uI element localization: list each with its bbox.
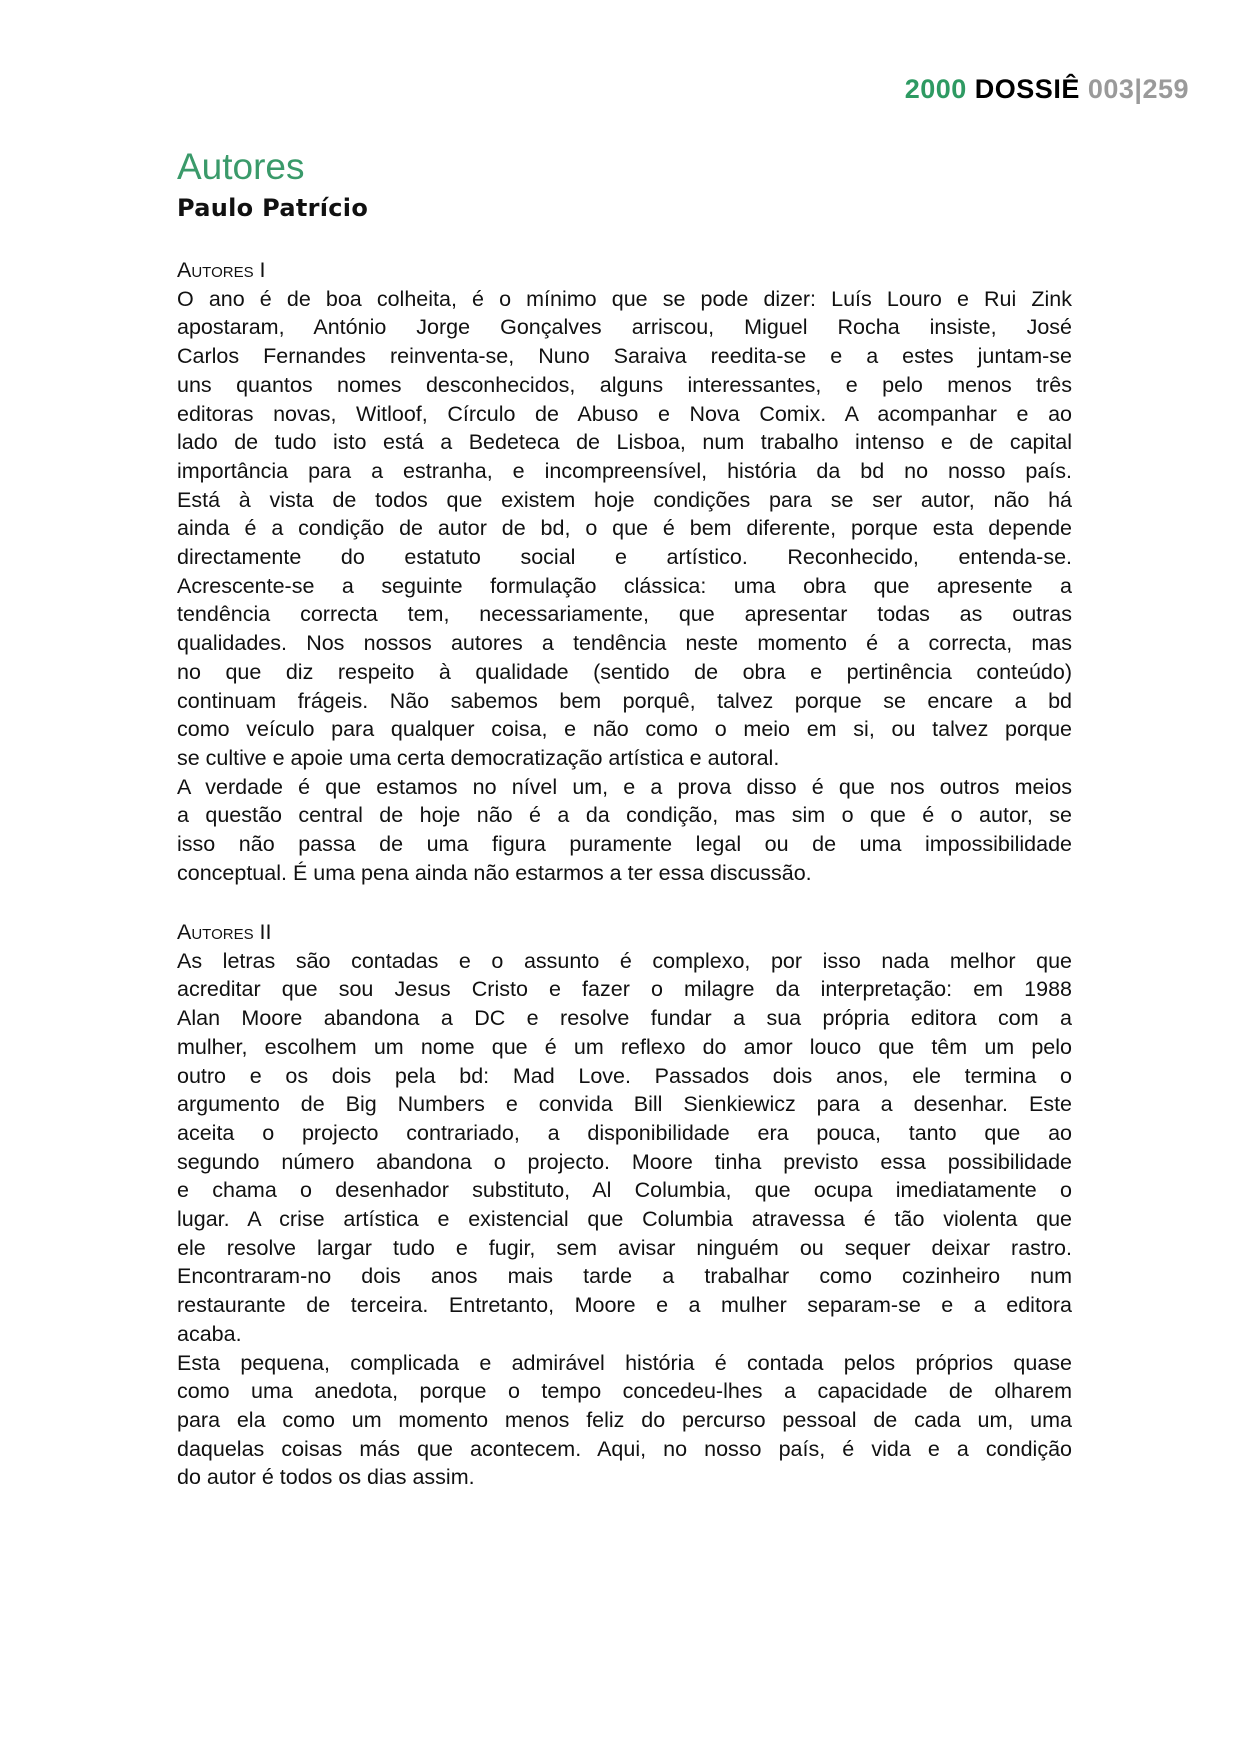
text-line: mulher, escolhem um nome que é um reflexo do amor louco que têm um pelo <box>177 1034 1072 1059</box>
text-line: Acrescente-se a seguinte formulação clássica: uma obra que apresente a <box>177 573 1072 598</box>
section-heading: Autores II <box>177 920 272 944</box>
text-line: argumento de Big Numbers e convida Bill Sienkiewicz para a desenhar. Este <box>177 1092 1072 1117</box>
text-line: Esta pequena, complicada e admirável história é contada pelos próprios quase <box>177 1350 1072 1375</box>
text-line: Está à vista de todos que existem hoje condições para se ser autor, não há <box>177 487 1072 512</box>
text-line: editoras novas, Witloof, Círculo de Abuso e Nova Comix. A acompanhar e ao <box>177 401 1072 426</box>
text-line: A verdade é que estamos no nível um, e a prova disso é que nos outros meios <box>177 774 1072 799</box>
paragraph <box>177 773 1072 888</box>
text-line: importância para a estranha, e incompreensível, história da bd no nosso país. <box>177 458 1072 483</box>
text-line: no que diz respeito à qualidade (sentido de obra e pertinência conteúdo) <box>177 659 1072 684</box>
text-line: apostaram, António Jorge Gonçalves arriscou, Miguel Rocha insiste, José <box>177 315 1072 340</box>
text-line: aceita o projecto contrariado, a disponibilidade era pouca, tanto que ao <box>177 1120 1072 1145</box>
text-line: do autor é todos os dias assim. <box>177 1465 475 1490</box>
text-line: para ela como um momento menos feliz do percurso pessoal de cada um, uma <box>177 1407 1072 1432</box>
text-line: uns quantos nomes desconhecidos, alguns interessantes, e pelo menos três <box>177 372 1072 397</box>
text-line: tendência correcta tem, necessariamente, que apresentar todas as outras <box>177 602 1072 627</box>
paragraph <box>177 1349 1072 1493</box>
article-author: Paulo Patrício <box>177 194 369 222</box>
text-line: ele resolve largar tudo e fugir, sem avisar ninguém ou sequer deixar rastro. <box>177 1235 1072 1260</box>
text-line: acreditar que sou Jesus Cristo e fazer o milagre da interpretação: em 1988 <box>177 977 1072 1002</box>
section-heading: Autores I <box>177 258 266 282</box>
running-header <box>905 74 1189 105</box>
section-autores-ii <box>177 918 1072 1492</box>
text-line: segundo número abandona o projecto. Moore tinha previsto essa possibilidade <box>177 1149 1072 1174</box>
text-line: Carlos Fernandes reinventa-se, Nuno Saraiva reedita-se e a estes juntam-se <box>177 344 1072 369</box>
text-line: qualidades. Nos nossos autores a tendência neste momento é a correcta, mas <box>177 631 1072 656</box>
text-line: O ano é de boa colheita, é o mínimo que se pode dizer: Luís Louro e Rui Zink <box>177 286 1072 311</box>
text-line: directamente do estatuto social e artístico. Reconhecido, entenda-se. <box>177 545 1072 570</box>
paragraph <box>177 947 1072 1349</box>
text-line: como uma anedota, porque o tempo concedeu-lhes a capacidade de olharem <box>177 1379 1072 1404</box>
paragraph <box>177 285 1072 773</box>
text-line: outro e os dois pela bd: Mad Love. Passados dois anos, ele termina o <box>177 1063 1072 1088</box>
text-line: como veículo para qualquer coisa, e não como o meio em si, ou talvez porque <box>177 717 1072 742</box>
text-line: As letras são contadas e o assunto é complexo, por isso nada melhor que <box>177 948 1072 973</box>
text-line: e chama o desenhador substituto, Al Columbia, que ocupa imediatamente o <box>177 1178 1072 1203</box>
header-page-number: 003|259 <box>1087 74 1189 104</box>
header-title: DOSSIÊ <box>974 74 1080 104</box>
article-title: Autores <box>177 146 305 187</box>
text-line: lado de tudo isto está a Bedeteca de Lisboa, num trabalho intenso e de capital <box>177 430 1072 455</box>
text-line: Encontraram-no dois anos mais tarde a trabalhar como cozinheiro num <box>177 1264 1072 1289</box>
text-line: isso não passa de uma figura puramente legal ou de uma impossibilidade <box>177 832 1072 857</box>
section-autores-i <box>177 256 1072 887</box>
text-line: Alan Moore abandona a DC e resolve fundar a sua própria editora com a <box>177 1006 1072 1031</box>
text-line: restaurante de terceira. Entretanto, Moore e a mulher separam-se e a editora <box>177 1293 1072 1318</box>
text-line: daquelas coisas más que acontecem. Aqui, no nosso país, é vida e a condição <box>177 1436 1072 1461</box>
text-line: continuam frágeis. Não sabemos bem porquê, talvez porque se encare a bd <box>177 688 1072 713</box>
header-year: 2000 <box>904 74 967 104</box>
text-line: a questão central de hoje não é a da condição, mas sim o que é o autor, se <box>177 803 1072 828</box>
text-line: acaba. <box>177 1321 242 1346</box>
text-line: conceptual. É uma pena ainda não estarmos a ter essa discussão. <box>177 860 812 885</box>
text-line: ainda é a condição de autor de bd, o que é bem diferente, porque esta depende <box>177 516 1072 541</box>
text-line: lugar. A crise artística e existencial que Columbia atravessa é tão violenta que <box>177 1207 1072 1232</box>
text-line: se cultive e apoie uma certa democratização artística e autoral. <box>177 745 780 770</box>
